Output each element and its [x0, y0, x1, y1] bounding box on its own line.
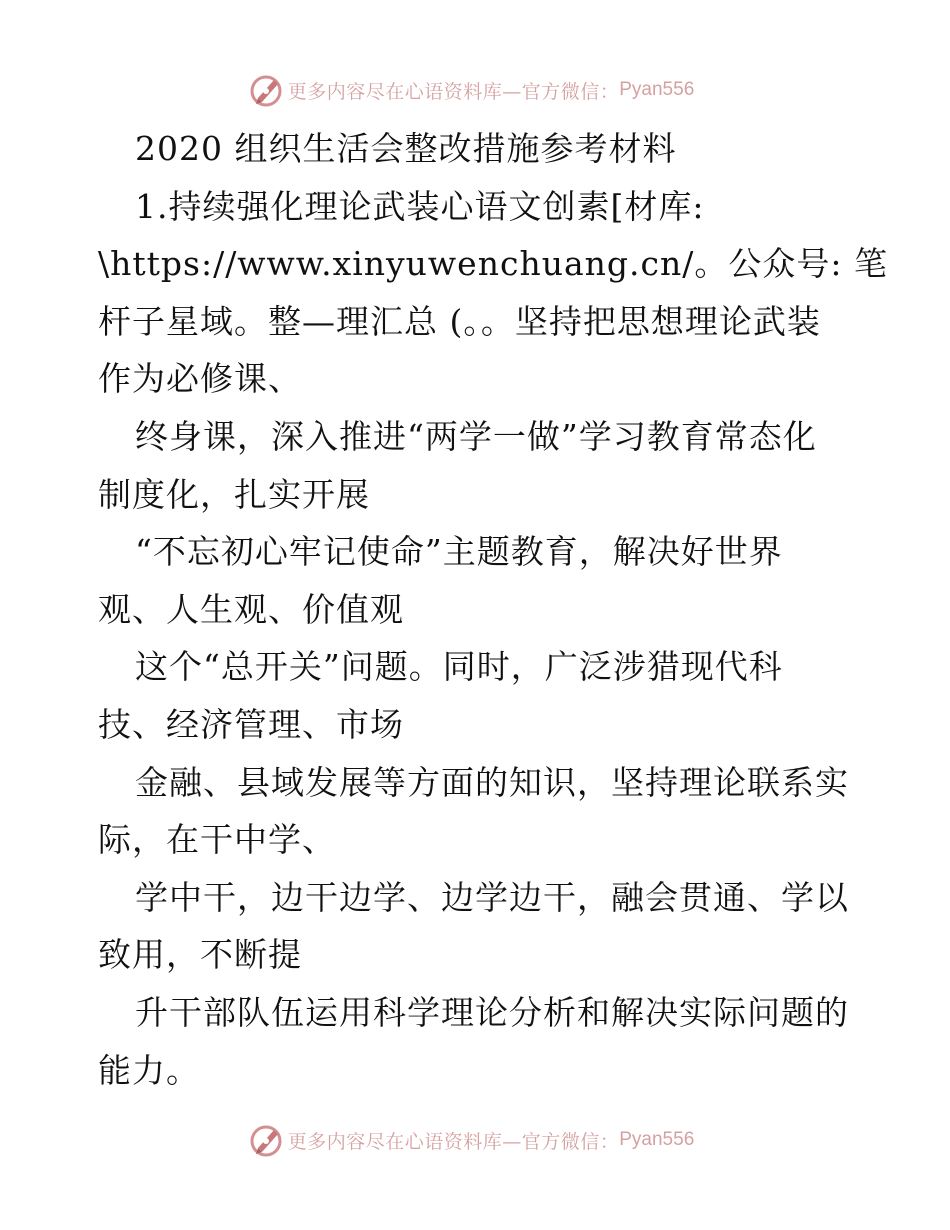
- paragraph-line: 杆子星域。整—理汇总 (。。坚持把思想理论武装: [98, 301, 821, 341]
- paragraph-line: 际，在干中学、: [98, 820, 336, 860]
- paragraph-line: 升干部队伍运用科学理论分析和解决实际问题的: [135, 992, 849, 1032]
- watermark-wechat-id: Pyan556: [619, 1129, 695, 1150]
- document-body: [98, 120, 888, 1099]
- paragraph-line: 能力。: [98, 1050, 200, 1090]
- watermark-text: 更多内容尽在心语资料库—官方微信：: [287, 1130, 620, 1153]
- document-title: 2020 组织生活会整改措施参考材料: [135, 129, 677, 168]
- paragraph-line: 这个“总开关”问题。同时，广泛涉猎现代科: [135, 647, 783, 687]
- watermark-banner-bottom: [0, 1120, 950, 1160]
- paragraph-line: 学中干，边干边学、边学边干，融会贯通、学以: [135, 877, 849, 917]
- paragraph-line: 金融、县域发展等方面的知识，坚持理论联系实: [135, 762, 849, 802]
- watermark-group: [248, 72, 695, 108]
- watermark-wechat-id: Pyan556: [619, 79, 695, 100]
- watermark-group: [248, 1122, 695, 1158]
- watermark-banner-top: [0, 70, 950, 110]
- pen-logo-icon: [248, 1122, 284, 1158]
- paragraph-line: 作为必修课、: [98, 359, 302, 399]
- paragraph-line: \https://www.xinyuwenchuang.cn/。公众号: 笔: [98, 244, 888, 284]
- paragraph-line: 终身课，深入推进“两学一做”学习教育常态化: [135, 416, 817, 456]
- paragraph-line: 致用，不断提: [98, 935, 302, 975]
- paragraph-line: 观、人生观、价值观: [98, 589, 404, 629]
- paragraph-line: “不忘初心牢记使命”主题教育，解决好世界: [135, 532, 783, 572]
- paragraph-line: 1.持续强化理论武装心语文创素[材库:: [135, 186, 705, 226]
- paragraph-line: 制度化，扎实开展: [98, 474, 370, 514]
- pen-logo-icon: [248, 72, 284, 108]
- watermark-text: 更多内容尽在心语资料库—官方微信：: [287, 80, 620, 103]
- paragraph-line: 技、经济管理、市场: [98, 704, 404, 744]
